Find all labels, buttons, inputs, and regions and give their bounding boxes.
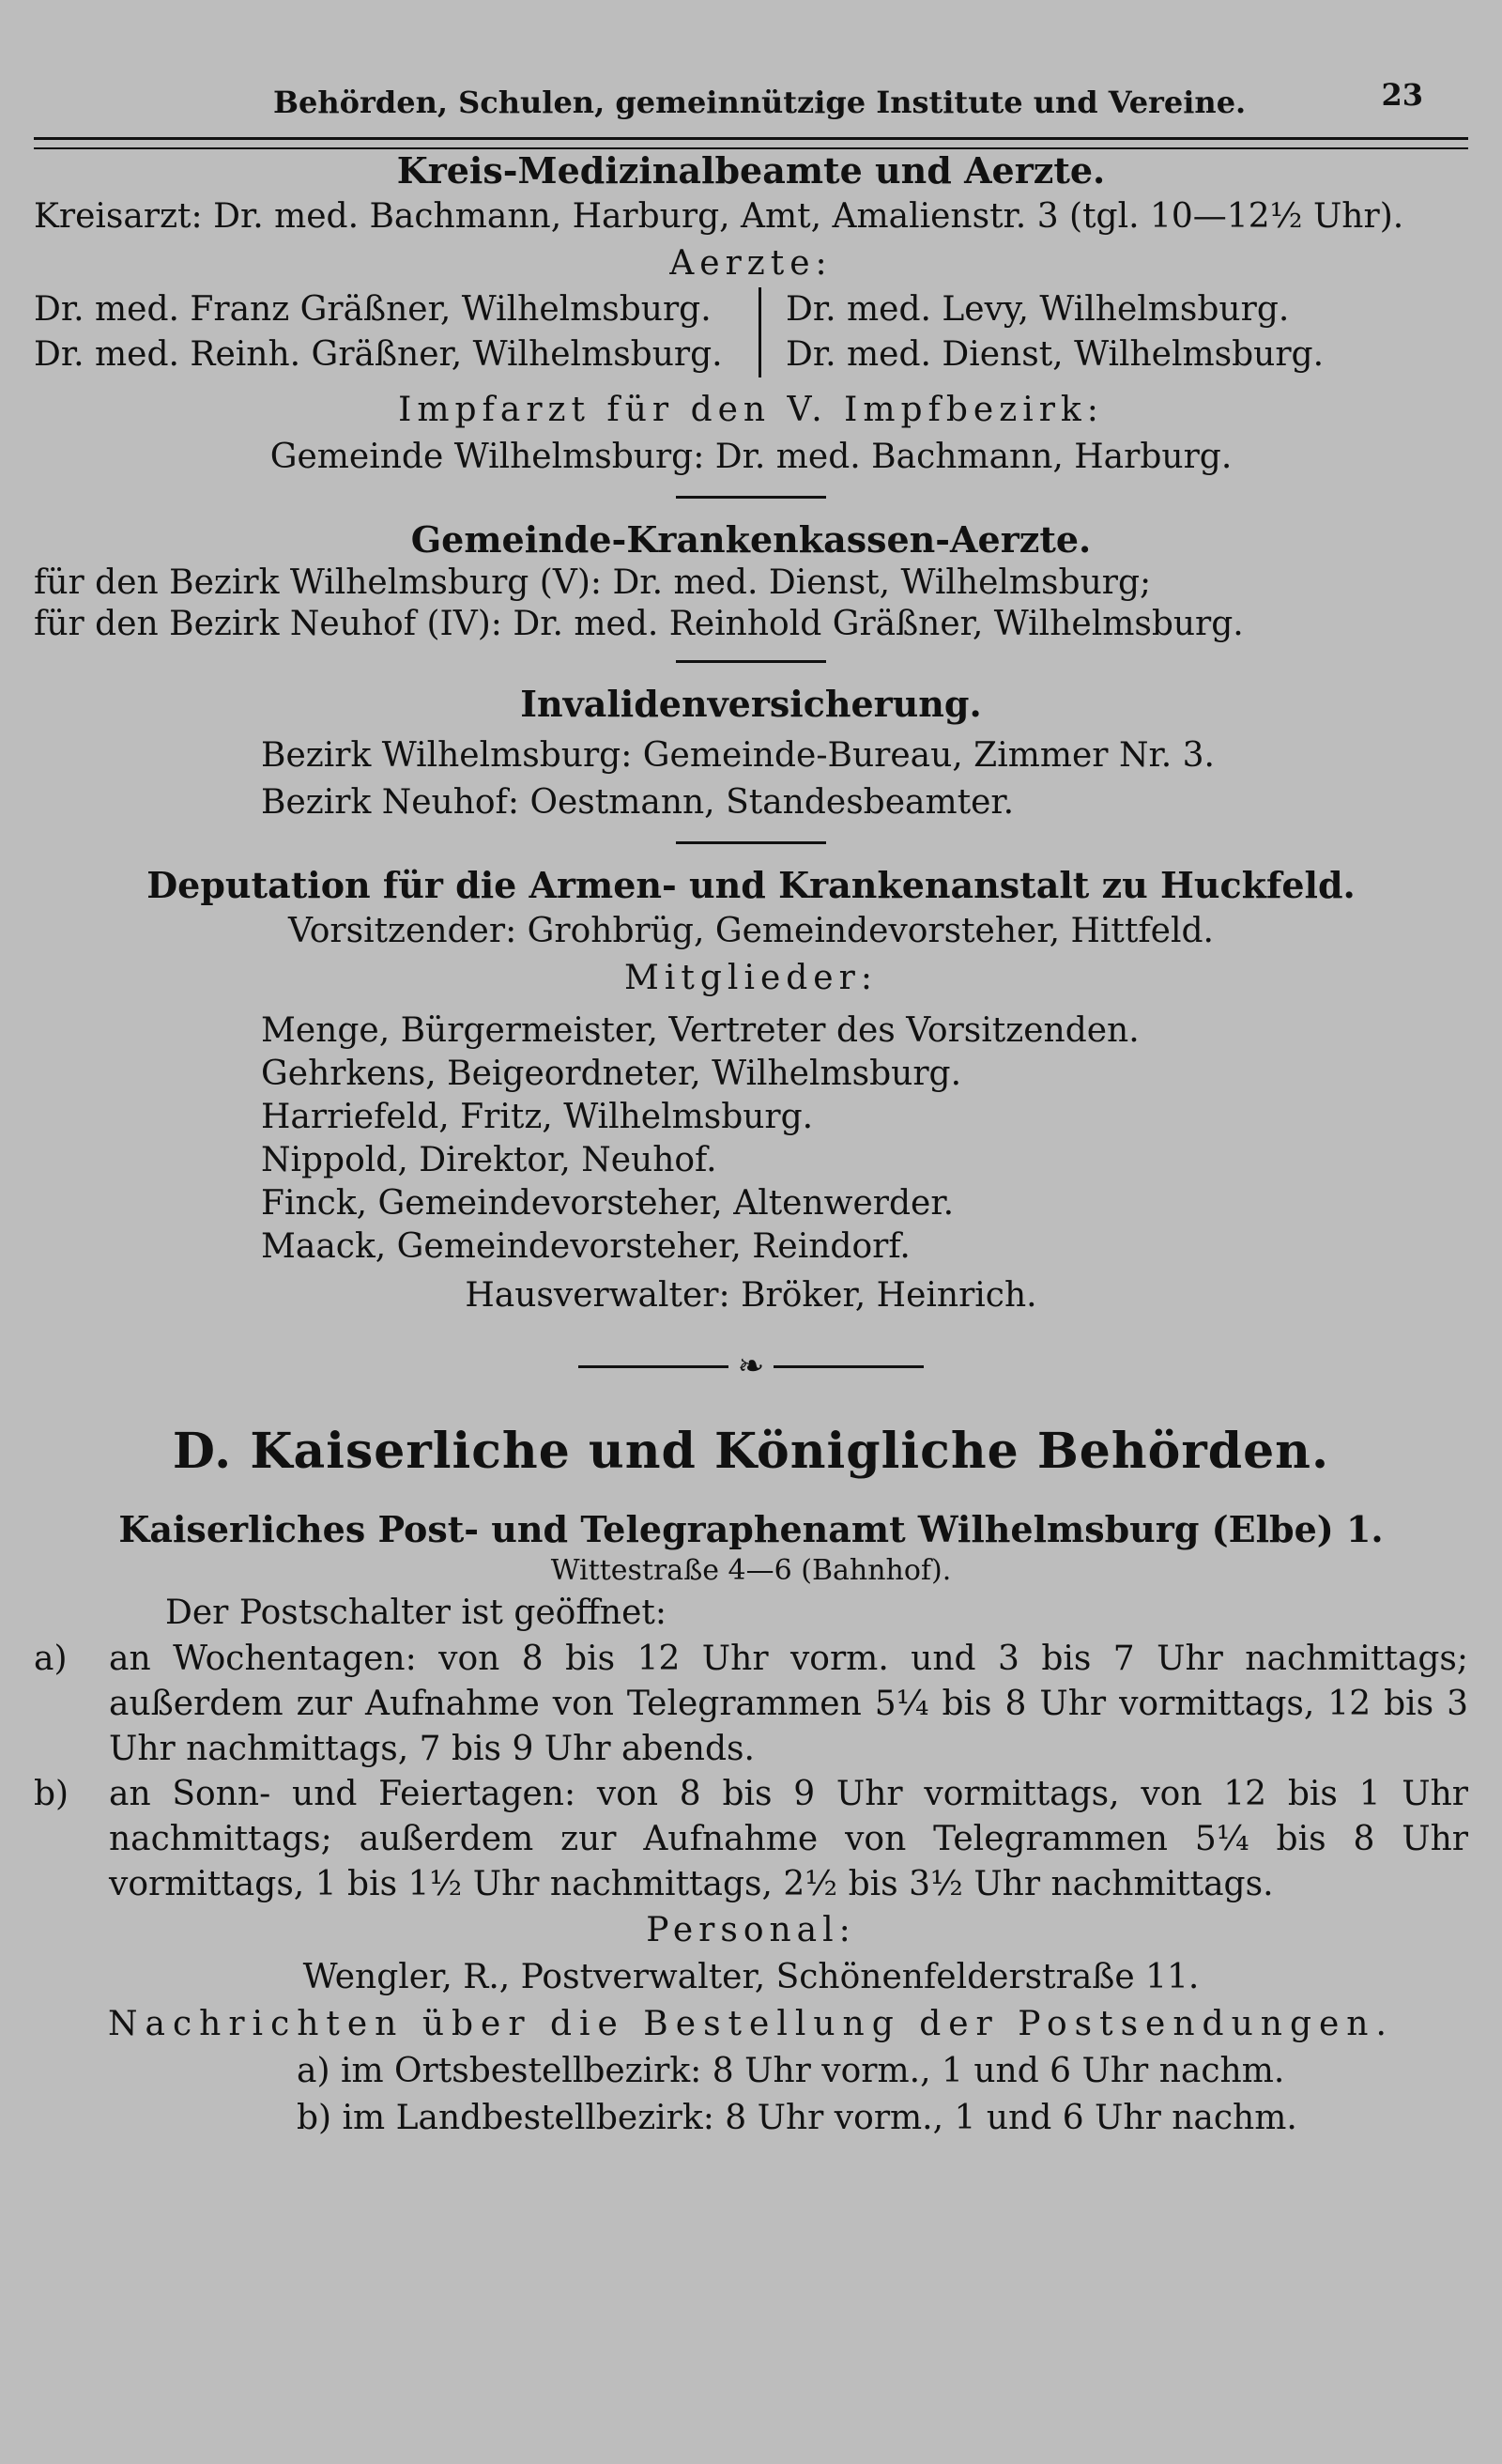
item-text: an Sonn- und Feiertagen: von 8 bis 9 Uhr vormittags, von 12 bis 1 Uhr nachmittags; außerdem zur Aufnahme von Telegrammen 5¼ bis 8 Uhr vormittags, 1 bis 1½ Uhr nachmittags, 2½ bis 3½ Uhr nachmittags. [109,1775,1468,1903]
section-divider [676,496,826,499]
bestellung-line: b) im Landbestellbezirk: 8 Uhr vorm., 1 und 6 Uhr nachm. [297,2099,1297,2137]
section-d-heading: D. Kaiserliche und Königliche Behörden. [172,1423,1330,1480]
aerzte-entry: Dr. med. Dienst, Wilhelmsburg. [786,335,1325,374]
post-address: Wittestraße 4—6 (Bahnhof). [550,1554,952,1587]
mitglied-entry: Maack, Gemeindevorsteher, Reindorf. [261,1227,911,1266]
mitglied-entry: Gehrkens, Beigeordneter, Wilhelmsburg. [261,1055,962,1093]
kassen-line: für den Bezirk Neuhof (IV): Dr. med. Reinhold Gräßner, Wilhelmsburg. [34,605,1244,643]
bestellung-line: a) im Ortsbestellbezirk: 8 Uhr vorm., 1 und 6 Uhr nachm. [297,2052,1285,2090]
mitglieder-label: Mitglieder: [624,959,878,997]
mitglied-entry: Menge, Bürgermeister, Vertreter des Vorsitzenden. [261,1011,1140,1050]
aerzte-left-column [34,287,759,377]
page-number: 23 [1381,77,1423,113]
aerzte-entry: Dr. med. Levy, Wilhelmsburg. [786,290,1290,329]
personal-line: Wengler, R., Postverwalter, Schönenfelderstraße 11. [302,1958,1200,1996]
post-intro: Der Postschalter ist geöffnet: [165,1594,667,1632]
opening-hours-item [34,1637,1468,1772]
impfarzt-line: Gemeinde Wilhelmsburg: Dr. med. Bachmann, Harburg. [269,438,1233,476]
item-marker: b) [34,1775,69,1813]
item-marker: a) [34,1640,68,1678]
kassen-line: für den Bezirk Wilhelmsburg (V): Dr. med. Dienst, Wilhelmsburg; [34,563,1152,602]
nachrichten-label: Nachrichten über die Bestellung der Postsendungen. [108,2005,1394,2043]
fleuron-icon: ❧ [737,1348,765,1385]
kassen-heading: Gemeinde-Krankenkassen-Aerzte. [410,518,1092,561]
impfarzt-label: Impfarzt für den V. Impfbezirk: [398,391,1104,429]
running-title: Behörden, Schulen, gemeinnützige Institute und Vereine. [273,85,1247,120]
opening-hours-item [34,1772,1468,1907]
kreis-heading: Kreis-Medizinalbeamte und Aerzte. [396,149,1106,192]
running-header [34,56,1468,131]
hausverwalter-line: Hausverwalter: Bröker, Heinrich. [465,1276,1037,1315]
page-body [34,148,1468,2445]
kreisarzt-line: Kreisarzt: Dr. med. Bachmann, Harburg, Amt, Amalienstr. 3 (tgl. 10—12½ Uhr). [34,197,1404,236]
aerzte-right-column [759,287,1324,377]
personal-label: Personal: [646,1911,856,1949]
vorsitzender-line: Vorsitzender: Grohbrüg, Gemeindevorsteher, Hittfeld. [288,912,1214,950]
section-divider [676,841,826,844]
ornament-bar [578,1365,728,1368]
mitglied-entry: Finck, Gemeindevorsteher, Altenwerder. [261,1184,955,1223]
aerzte-list [34,287,1468,377]
ornament-bar [774,1365,924,1368]
mitglied-entry: Nippold, Direktor, Neuhof. [261,1141,717,1179]
aerzte-entry: Dr. med. Franz Gräßner, Wilhelmsburg. [34,290,712,329]
invaliden-line: Bezirk Neuhof: Oestmann, Standesbeamter. [261,783,1015,822]
invaliden-heading: Invalidenversicherung. [520,683,982,725]
aerzte-entry: Dr. med. Reinh. Gräßner, Wilhelmsburg. [34,335,723,374]
section-divider [676,660,826,663]
item-text: an Wochentagen: von 8 bis 12 Uhr vorm. und 3 bis 7 Uhr nachmittags; außerdem zur Aufnahme von Telegrammen 5¼ bis 8 Uhr vormittags, 12 bis 3 Uhr nachmittags, 7 bis 9 Uhr abends. [109,1640,1468,1768]
deputation-heading: Deputation für die Armen- und Krankenanstalt zu Huckfeld. [146,864,1356,906]
post-heading: Kaiserliches Post- und Telegraphenamt Wilhelmsburg (Elbe) 1. [118,1508,1384,1550]
aerzte-label: Aerzte: [669,244,833,283]
ornament-divider [34,1348,1468,1385]
invaliden-line: Bezirk Wilhelmsburg: Gemeinde-Bureau, Zimmer Nr. 3. [261,736,1215,775]
mitglied-entry: Harriefeld, Fritz, Wilhelmsburg. [261,1098,814,1136]
